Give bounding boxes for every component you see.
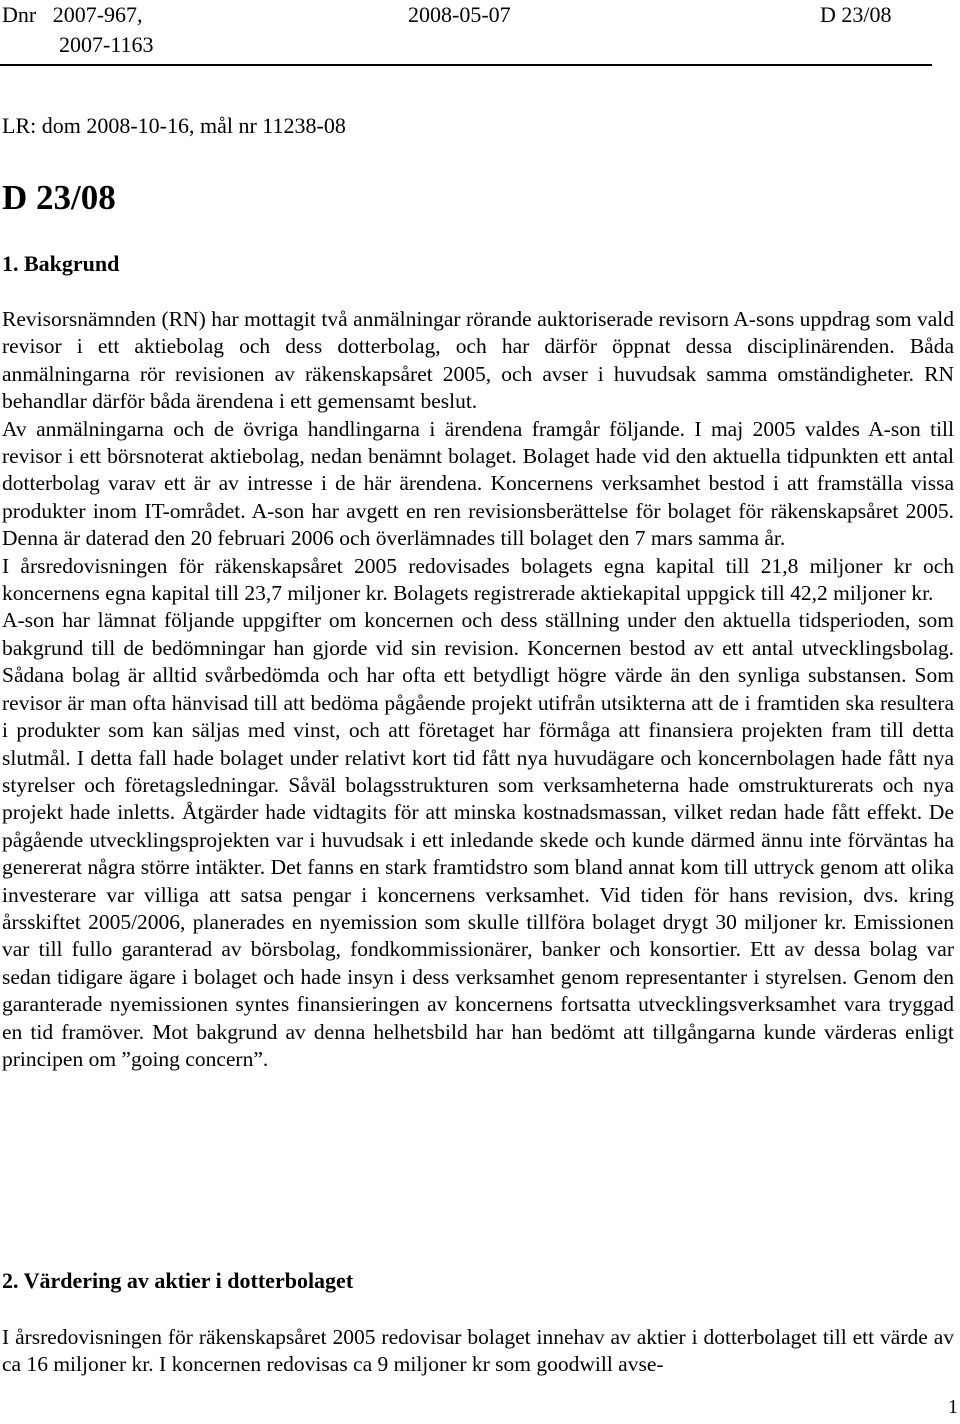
paragraph: A-son har lämnat följande uppgifter om koncernen och dess ställning under den aktuella tidsperioden, som bakgrund till de bedömningar han gjorde vid sin revision. Koncernen bestod av ett antal utvecklingsbolag. Sådana bolag är alltid svårbedömda och har ofta ett betydligt högre värde än den synliga substansen. Som revisor är man ofta hänvisad till att bedöma pågående projekt utifrån utsikterna att de i framtiden ska resultera i produkter som kan säljas med vinst, och att företaget har förmåga att finansiera projekten fram till detta slutmål. I detta fall hade bolaget under relativt kort tid fått nya huvudägare och koncernbolagen hade fått nya styrelser och företagsledningar. Såväl bolagsstrukturen som verksamheterna hade omstrukturerats och nya projekt hade inletts. Åtgärder hade vidtagits för att minska kostnadsmassan, vilket redan hade fått effekt. De pågående utvecklingsprojekten var i huvudsak i ett inledande skede och kunde därmed ännu inte förväntas ha genererat några större intäkter. Det fanns en stark framtidstro som bland annat kom till uttryck genom att olika investerare var villiga att satsa pengar i koncernens verksamhet. Vid tiden för hans revision, dvs. kring årsskiftet 2005/2006, planerades en nyemission som skulle tillföra bolaget drygt 30 miljoner kr. Emissionen var till fullo garanterad av börsbolag, fondkommissionärer, banker och konsortier. Ett av dessa bolag var sedan tidigare ägare i bolaget och hade insyn i dess verksamhet genom representanter i styrelsen. Genom den garanterade nyemissionen syntes finansieringen av koncernens fortsatta utvecklingsverksamhet vara tryggad en tid framöver. Mot bakgrund av denna helhetsbild har han bedömt att tillgångarna kunde värderas enligt principen om ”going concern”. — [2, 608, 954, 1071]
section-heading-2: 2. Värdering av aktier i dotterbolaget — [2, 1268, 354, 1293]
section-heading-1: 1. Bakgrund — [2, 251, 120, 276]
dnr-number-2: 2007-1163 — [59, 32, 154, 57]
dnr-number-1: 2007-967, — [52, 2, 143, 27]
paragraph: Revisorsnämnden (RN) har mottagit två anmälningar rörande auktoriserade revisorn A-sons uppdrag som vald revisor i ett aktiebolag och dess dotterbolag, och har därför öppnat dessa disciplinärenden. Båda anmälningarna rör revisionen av räkenskapsåret 2005, och avser i huvudsak samma omständigheter. RN behandlar därför båda ärendena i ett gemensamt beslut. — [2, 307, 954, 414]
section-2-body — [2, 1324, 954, 1379]
header-rule — [0, 64, 932, 66]
header-date: 2008-05-07 — [408, 2, 511, 27]
section-1-body — [2, 306, 954, 1073]
court-reference: LR: dom 2008-10-16, mål nr 11238-08 — [2, 113, 346, 138]
header-dnr — [2, 0, 154, 60]
paragraph: Av anmälningarna och de övriga handlingarna i ärendena framgår följande. I maj 2005 valdes A-son till revisor i ett börsnoterat aktiebolag, nedan benämnt bolaget. Bolaget hade vid den aktuella tidpunkten ett antal dotterbolag varav ett är av intresse i de här ärendena. Koncernens verksamhet bestod i att framställa vissa produkter inom IT-området. A-son har avgett en ren revisionsberättelse för bolaget för räkenskapsåret 2005. Denna är daterad den 20 februari 2006 och överlämnades till bolaget den 7 mars samma år. — [2, 416, 954, 551]
paragraph: I årsredovisningen för räkenskapsåret 2005 redovisar bolaget innehav av aktier i dotterbolaget till ett värde av ca 16 miljoner kr. I koncernen redovisas ca 9 miljoner kr som goodwill avse- — [2, 1325, 954, 1377]
header-case: D 23/08 — [820, 2, 892, 27]
dnr-label: Dnr — [2, 2, 37, 27]
case-title: D 23/08 — [2, 178, 116, 217]
paragraph: I årsredovisningen för räkenskapsåret 2005 redovisades bolagets egna kapital till 21,8 miljoner kr och koncernens egna kapital till 23,7 miljoner kr. Bolagets registrerade aktiekapital uppgick till 42,2 miljoner kr. — [2, 553, 954, 606]
page-number: 1 — [948, 1396, 958, 1418]
